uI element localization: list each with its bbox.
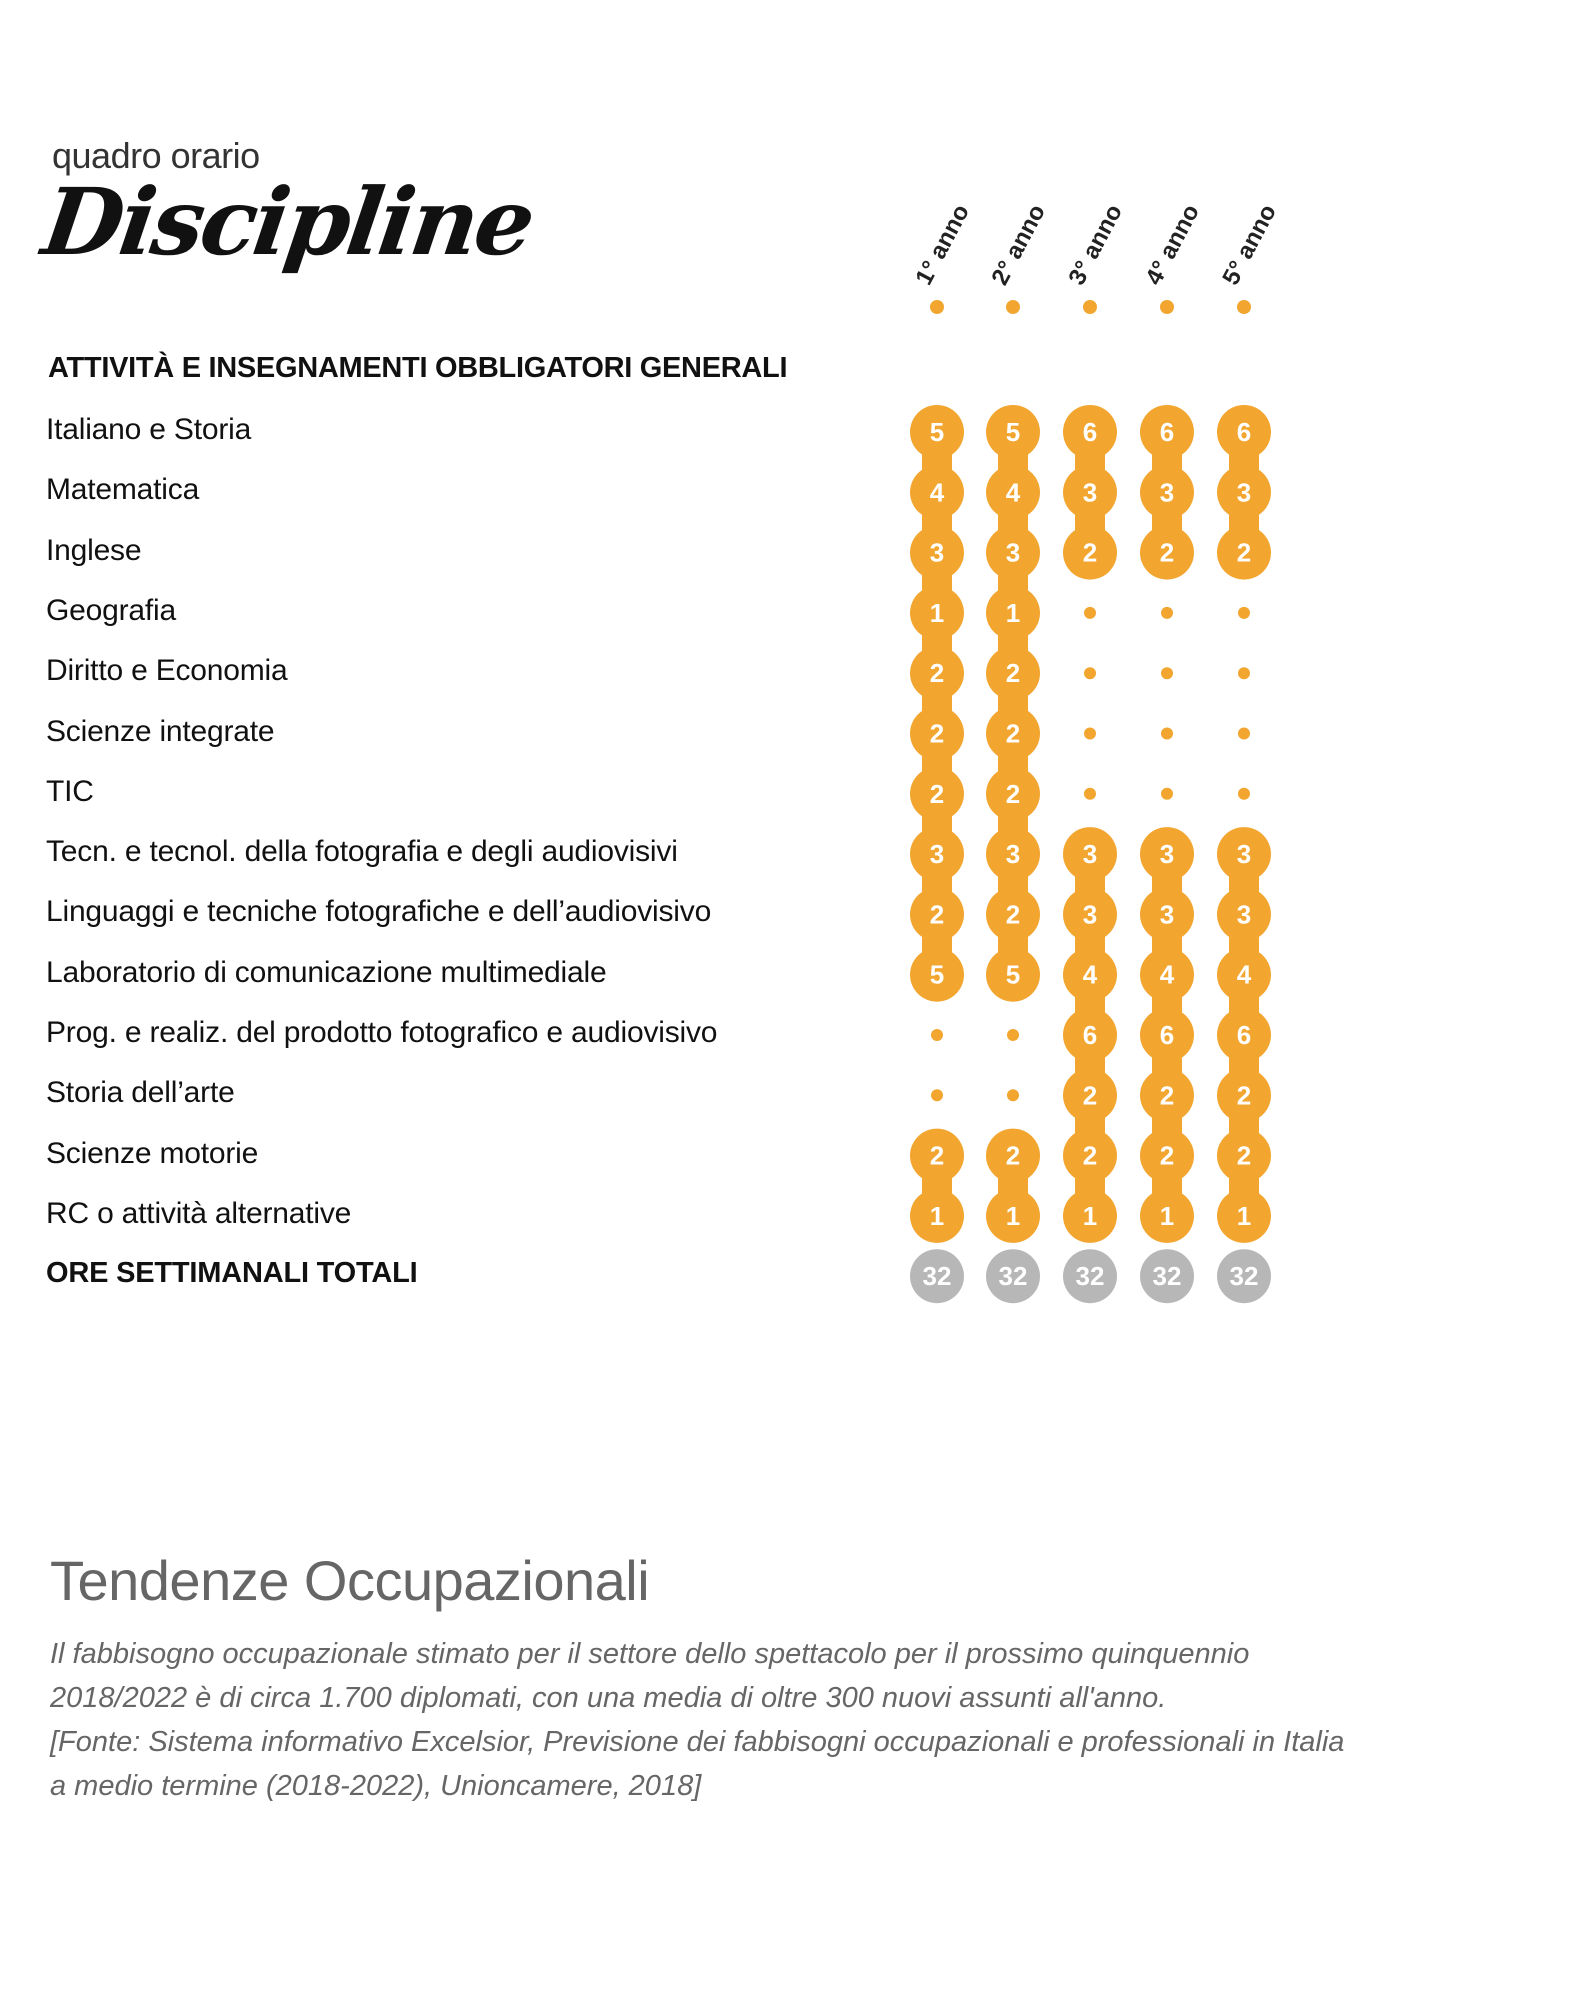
subject-label: Laboratorio di comunicazione multimediale bbox=[46, 955, 607, 989]
hours-value: 2 bbox=[929, 658, 945, 689]
footer-text bbox=[50, 1632, 1350, 1808]
footer-paragraph: Il fabbisogno occupazionale stimato per il settore dello spettacolo per il prossimo quinquennio 2018/2022 è di circa 1.700 diplomati, con una media di oltre 300 nuovi assunti all'anno. bbox=[50, 1638, 1250, 1714]
hours-value: 6 bbox=[1236, 1020, 1252, 1050]
subject-label: Geografia bbox=[46, 593, 176, 627]
hours-value: 1 bbox=[1236, 1200, 1252, 1231]
page-subtitle: quadro orario bbox=[52, 135, 260, 176]
hours-value: 3 bbox=[1236, 899, 1252, 930]
hours-value: 4 bbox=[1082, 959, 1098, 990]
subject-label: Storia dell’arte bbox=[46, 1076, 235, 1110]
column-dot bbox=[1083, 300, 1097, 314]
footer-source: [Fonte: Sistema informativo Excelsior, Previsione dei fabbisogni occupazionali e professionali in Italia a medio termine (2018-2022), Unioncamere, 2018] bbox=[50, 1726, 1345, 1802]
hours-value: 6 bbox=[1159, 1020, 1175, 1050]
column-header: 1° anno bbox=[910, 200, 975, 290]
total-label: ORE SETTIMANALI TOTALI bbox=[46, 1257, 418, 1290]
hours-value: 3 bbox=[1159, 477, 1175, 508]
empty-cell-dot bbox=[1084, 667, 1096, 679]
hours-value: 2 bbox=[1082, 1140, 1098, 1171]
empty-cell-dot bbox=[1238, 667, 1250, 679]
subject-label: Scienze motorie bbox=[46, 1136, 259, 1170]
hours-value: 6 bbox=[1236, 417, 1252, 447]
subject-label: Prog. e realiz. del prodotto fotografico e audiovisivo bbox=[46, 1016, 718, 1049]
hours-value: 1 bbox=[929, 1200, 945, 1231]
hours-value: 2 bbox=[1159, 1140, 1175, 1171]
subject-label: Scienze integrate bbox=[46, 714, 275, 748]
hours-value: 3 bbox=[1236, 839, 1252, 870]
empty-cell-dot bbox=[1007, 1029, 1019, 1041]
hours-value: 2 bbox=[1005, 658, 1021, 689]
column-header: 5° anno bbox=[1217, 200, 1282, 290]
hours-value: 4 bbox=[1159, 959, 1175, 990]
hours-value: 4 bbox=[1236, 959, 1252, 990]
empty-cell-dot bbox=[931, 1029, 943, 1041]
hours-value: 2 bbox=[929, 899, 945, 930]
hours-value: 1 bbox=[1159, 1200, 1175, 1231]
hours-value: 5 bbox=[1005, 417, 1021, 447]
section-heading: ATTIVITÀ E INSEGNAMENTI OBBLIGATORI GENERALI bbox=[48, 352, 788, 384]
hours-value: 3 bbox=[1082, 899, 1098, 930]
hours-value: 3 bbox=[1082, 477, 1098, 508]
empty-cell-dot bbox=[1238, 728, 1250, 740]
hours-value: 6 bbox=[1159, 417, 1175, 447]
empty-cell-dot bbox=[1238, 788, 1250, 800]
hours-value: 2 bbox=[1005, 778, 1021, 809]
hours-value: 3 bbox=[1005, 839, 1021, 870]
hours-value: 2 bbox=[1005, 718, 1021, 749]
hours-value: 2 bbox=[1159, 1080, 1175, 1111]
empty-cell-dot bbox=[1084, 728, 1096, 740]
hours-value: 1 bbox=[929, 597, 945, 628]
total-value: 32 bbox=[998, 1261, 1028, 1292]
column-header: 2° anno bbox=[986, 200, 1051, 290]
subject-label: Matematica bbox=[46, 473, 200, 507]
hours-value: 5 bbox=[1005, 959, 1021, 990]
subject-label: Diritto e Economia bbox=[46, 654, 288, 688]
hours-value: 5 bbox=[929, 417, 945, 447]
hours-value: 3 bbox=[929, 537, 945, 568]
total-value: 32 bbox=[922, 1261, 952, 1292]
column-dot bbox=[930, 300, 944, 314]
column-header: 3° anno bbox=[1063, 200, 1128, 290]
total-value: 32 bbox=[1229, 1261, 1259, 1292]
total-value: 32 bbox=[1152, 1261, 1182, 1292]
hours-value: 3 bbox=[1159, 899, 1175, 930]
empty-cell-dot bbox=[1238, 607, 1250, 619]
empty-cell-dot bbox=[1161, 788, 1173, 800]
empty-cell-dot bbox=[931, 1089, 943, 1101]
subject-label: Inglese bbox=[46, 533, 142, 567]
hours-value: 2 bbox=[1005, 1140, 1021, 1171]
empty-cell-dot bbox=[1161, 728, 1173, 740]
hours-value: 2 bbox=[1236, 1080, 1252, 1111]
hours-value: 2 bbox=[929, 778, 945, 809]
page-title: Discipline bbox=[36, 168, 539, 276]
hours-value: 4 bbox=[1005, 477, 1021, 508]
hours-value: 3 bbox=[1159, 839, 1175, 870]
column-dot bbox=[1160, 300, 1174, 314]
empty-cell-dot bbox=[1161, 607, 1173, 619]
empty-cell-dot bbox=[1007, 1089, 1019, 1101]
empty-cell-dot bbox=[1084, 788, 1096, 800]
hours-value: 2 bbox=[1082, 1080, 1098, 1111]
hours-value: 2 bbox=[1082, 537, 1098, 568]
subject-label: Tecn. e tecnol. della fotografia e degli audiovisivi bbox=[46, 835, 678, 869]
subject-label: TIC bbox=[46, 774, 94, 808]
hours-value: 3 bbox=[929, 839, 945, 870]
column-dot bbox=[1237, 300, 1251, 314]
hours-value: 5 bbox=[929, 959, 945, 990]
hours-value: 3 bbox=[1005, 537, 1021, 568]
subject-label: Italiano e Storia bbox=[46, 413, 252, 446]
subject-label: Linguaggi e tecniche fotografiche e dell’audiovisivo bbox=[46, 895, 712, 929]
hours-value: 2 bbox=[929, 718, 945, 749]
column-header: 4° anno bbox=[1140, 200, 1205, 290]
hours-value: 2 bbox=[929, 1140, 945, 1171]
hours-value: 1 bbox=[1005, 1200, 1021, 1231]
hours-value: 1 bbox=[1082, 1200, 1098, 1231]
footer-title: Tendenze Occupazionali bbox=[50, 1549, 650, 1612]
hours-value: 2 bbox=[1236, 1140, 1252, 1171]
total-value: 32 bbox=[1075, 1261, 1105, 1292]
hours-value: 2 bbox=[1159, 537, 1175, 568]
hours-value: 3 bbox=[1236, 477, 1252, 508]
hours-value: 3 bbox=[1082, 839, 1098, 870]
empty-cell-dot bbox=[1084, 607, 1096, 619]
hours-value: 2 bbox=[1005, 899, 1021, 930]
hours-value: 1 bbox=[1005, 597, 1021, 628]
column-dot bbox=[1006, 300, 1020, 314]
hours-value: 4 bbox=[929, 477, 945, 508]
hours-value: 6 bbox=[1082, 1020, 1098, 1050]
hours-value: 6 bbox=[1082, 417, 1098, 447]
empty-cell-dot bbox=[1161, 667, 1173, 679]
hours-value: 2 bbox=[1236, 537, 1252, 568]
subject-label: RC o attività alternative bbox=[46, 1196, 352, 1230]
